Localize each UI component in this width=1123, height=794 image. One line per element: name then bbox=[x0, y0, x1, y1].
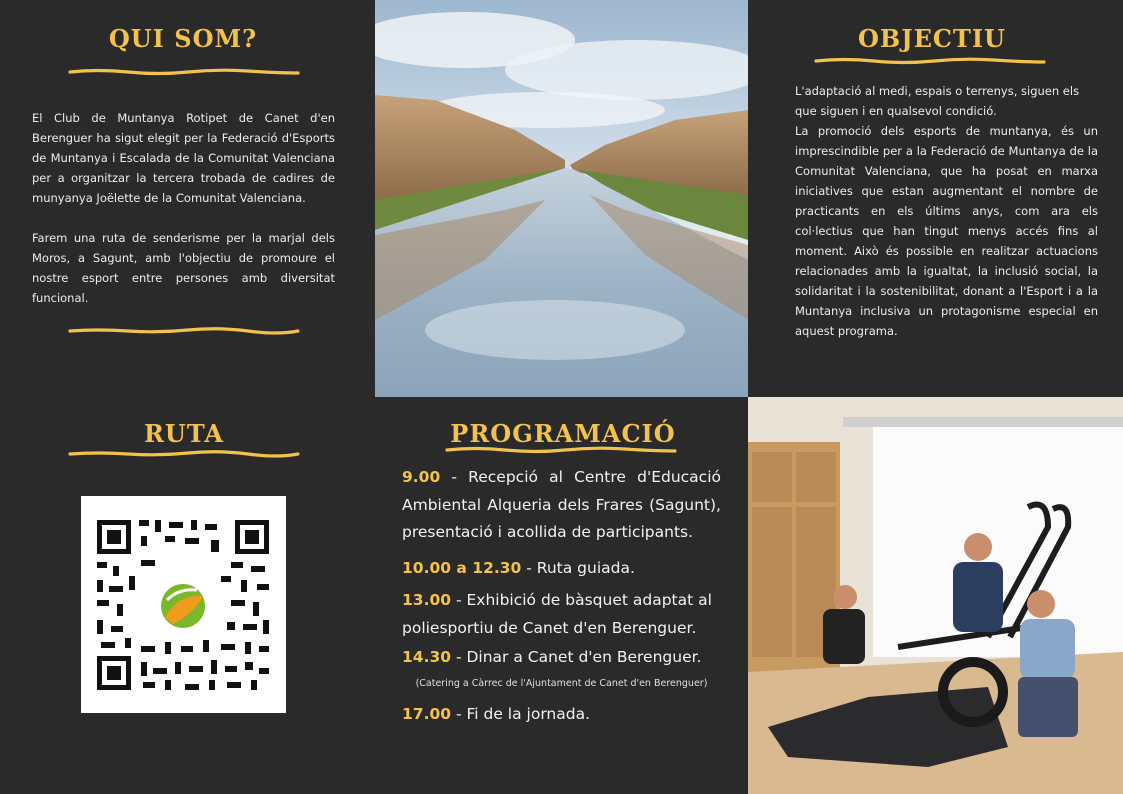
objectiu-paragraph-1: L'adaptació al medi, espais o terrenys, siguen els que siguen i en qualsevol condició. bbox=[795, 84, 1080, 118]
programacio-text: - Fi de la jornada. bbox=[451, 704, 591, 723]
canal-landscape-photo bbox=[375, 0, 748, 397]
ruta-underline bbox=[68, 450, 300, 458]
objectiu-text bbox=[795, 81, 1098, 341]
qui-som-paragraph-2: Farem una ruta de senderisme per la marjal dels Moros, a Sagunt, amb l'objectiu de promoure el nostre esport entre persones amb diversitat funcional. bbox=[32, 231, 335, 305]
programacio-time: 10.00 a 12.30 bbox=[402, 558, 522, 577]
programacio-text: - Ruta guiada. bbox=[521, 558, 635, 577]
catering-note: (Catering a Càrrec de l'Ajuntament de Canet d'en Berenguer) bbox=[415, 677, 708, 689]
programacio-item bbox=[402, 464, 721, 547]
qui-som-title: QUI SOM? bbox=[108, 24, 258, 53]
objectiu-title: OBJECTIU bbox=[858, 24, 1006, 53]
programacio-item bbox=[402, 587, 721, 642]
programacio-panel bbox=[375, 397, 748, 794]
qui-som-paragraph-1: El Club de Muntanya Rotipet de Canet d'en Berenguer ha sigut elegit per la Federació d'Esports de Muntanya i Escalada de la Comunitat Valenciana per a organitzar la tercera trobada de cadires de munyanya Joëlette de la Comunitat Valenciana. bbox=[32, 111, 335, 205]
programacio-item bbox=[402, 644, 721, 672]
ruta-title: RUTA bbox=[143, 419, 225, 448]
qui-som-underline bbox=[68, 68, 300, 76]
programacio-text: - Recepció al Centre d'Educació Ambiental Alqueria dels Frares (Sagunt), presentació i acollida de participants. bbox=[402, 468, 721, 541]
programacio-text: - Exhibició de bàsquet adaptat al poliesportiu de Canet d'en Berenguer. bbox=[402, 591, 712, 637]
programacio-time: 9.00 bbox=[402, 468, 441, 486]
objectiu-underline bbox=[814, 57, 1046, 65]
joelette-workshop-photo bbox=[748, 397, 1123, 794]
qui-som-text bbox=[32, 108, 335, 308]
programacio-item bbox=[402, 555, 721, 583]
programacio-item bbox=[402, 701, 721, 729]
green-orange-logo-icon bbox=[157, 580, 209, 632]
programacio-text: - Dinar a Canet d'en Berenguer. bbox=[451, 648, 702, 666]
ruta-panel bbox=[0, 397, 375, 794]
programacio-time: 14.30 bbox=[402, 648, 452, 666]
objectiu-paragraph-2: La promoció dels esports de muntanya, és un imprescindible per a la Federació de Muntanya de la Comunitat Valenciana, que ha posat en marxa iniciatives que estan augmentant el nombre de practicants en els últims anys, com ara els col·lectius que han tingut menys accés fins al moment. Això és possible en realitzar actuacions relacionades amb la igualtat, la inclusió social, la solidaritat i la sostenibilitat, donant a l'Esport i a la Muntanya inclusiva un protagonisme especial en aquest programa. bbox=[795, 124, 1098, 338]
programacio-time: 17.00 bbox=[402, 704, 452, 723]
qr-code-icon bbox=[81, 496, 286, 713]
objectiu-panel bbox=[748, 0, 1123, 397]
qr-code[interactable] bbox=[81, 496, 286, 713]
programacio-time: 13.00 bbox=[402, 591, 452, 609]
programacio-list bbox=[402, 464, 721, 728]
qui-som-panel bbox=[0, 0, 375, 397]
qui-som-bottom-underline bbox=[68, 327, 300, 335]
programacio-underline bbox=[445, 446, 677, 454]
programacio-title: PROGRAMACIÓ bbox=[450, 419, 676, 448]
